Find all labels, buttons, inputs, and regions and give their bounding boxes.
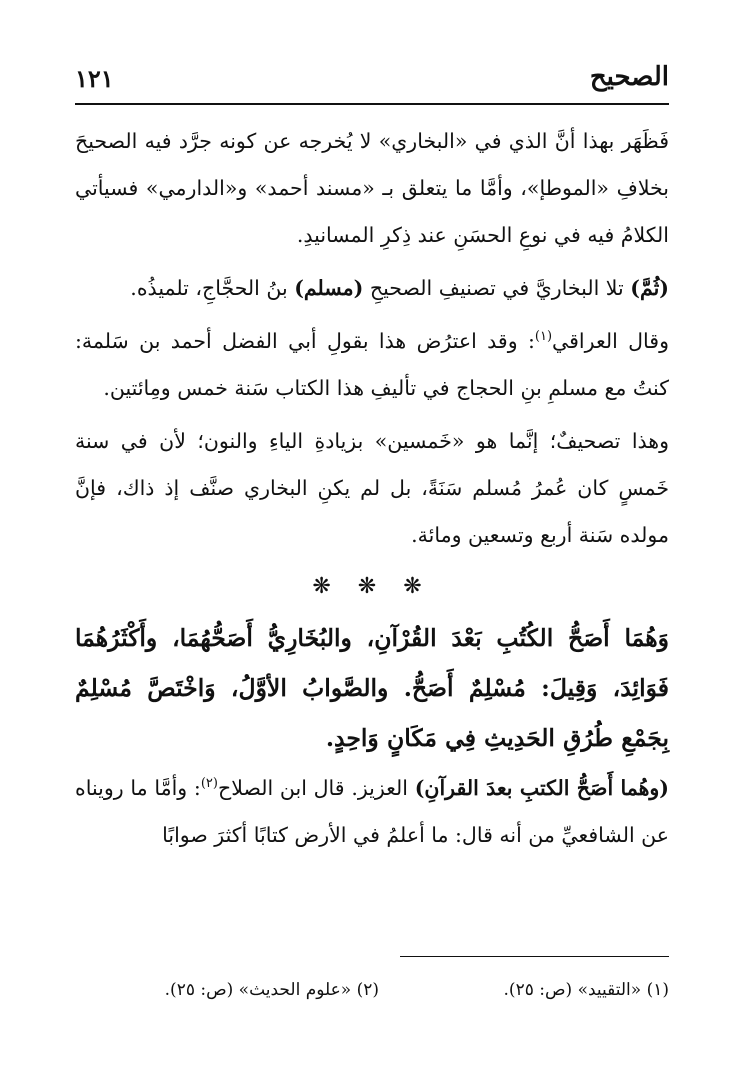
bold-term-muslim: (مسلم)	[294, 276, 364, 300]
paragraph-5	[75, 765, 669, 859]
bold-quote: (وهُما أَصَحُّ الكتبِ بعدَ القرآنِ)	[414, 776, 670, 800]
running-title: الصحيح	[589, 62, 669, 92]
matn-text: وَهُمَا أَصَحُّ الكُتُبِ بَعْدَ القُرْآنِ، والبُخَارِيُّ أَصَحُّهُمَا، وأَكْثَرُهُمَا فَوَائِدَ، وَقِيلَ: مُسْلِمٌ أَصَحُّ. والصَّوابُ الأوَّلُ، وَاخْتَصَّ مُسْلِمٌ بِجَمْعِ طُرُقِ الحَدِيثِ فِي مَكَانٍ وَاحِدٍ.	[75, 624, 669, 752]
footnote-ref-2: (٢)	[200, 776, 218, 792]
page-header	[75, 62, 669, 102]
section-divider-stars: ❋ ❋ ❋	[312, 574, 432, 599]
footnote-2: (٢) «علوم الحديث» (ص: ٢٥).	[164, 980, 379, 1000]
paragraph-3-start: وقال العراقي	[552, 329, 669, 353]
page-number: ١٢١	[75, 64, 114, 93]
paragraph-5-mid: العزيز. قال ابن الصلاح	[217, 776, 415, 800]
footnote-ref-1: (١)	[534, 329, 553, 345]
paragraph-1: فَظَهَر بهذا أنَّ الذي في «البخاري» لا يُخرجه عن كونه جرَّد فيه الصحيحَ بخلافِ «الموطإ»، وأمَّا ما يتعلق بـ «مسند أحمد» و«الدارمي» فسيأتي الكلامُ فيه في نوعِ الحسَنِ عند ذِكرِ المسانيدِ.	[75, 129, 669, 247]
paragraph-5-end: : وأمَّا ما رويناه عن الشافعيِّ من أنه قال: ما أعلمُ في الأرض كتابًا أكثرَ صوابًا	[75, 776, 669, 847]
footnote-1: (١) «التقييد» (ص: ٢٥).	[503, 980, 669, 1000]
header-rule	[75, 103, 669, 105]
paragraph-3	[75, 318, 669, 412]
paragraph-3-end: : وقد اعترُض هذا بقولِ أبي الفضل أحمد بن سَلمة: كنتُ مع مسلمِ بنِ الحجاج في تأليفِ هذا الكتاب سَنة خمس ومِائتين.	[75, 329, 669, 400]
paragraph-4: وهذا تصحيفٌ؛ إنَّما هو «خَمسين» بزيادةِ الياءِ والنون؛ لأن في سنة خَمسٍ كان عُمرُ مُسلم سَنَةً، بل لم يكنِ البخاري صنَّف إذ ذاك، فإنَّ مولده سَنة أربع وتسعين ومائة.	[75, 429, 669, 547]
main-text	[75, 118, 669, 865]
paragraph-2-mid: تلا البخاريَّ في تصنيفِ الصحيحِ	[363, 276, 631, 300]
bold-term-thumma: (ثُمَّ)	[630, 276, 669, 300]
footnote-rule	[400, 956, 669, 957]
footnotes	[75, 975, 669, 1005]
paragraph-2-end: بنُ الحجَّاجِ، تلميذُه.	[130, 276, 295, 300]
paragraph-2	[75, 265, 669, 312]
